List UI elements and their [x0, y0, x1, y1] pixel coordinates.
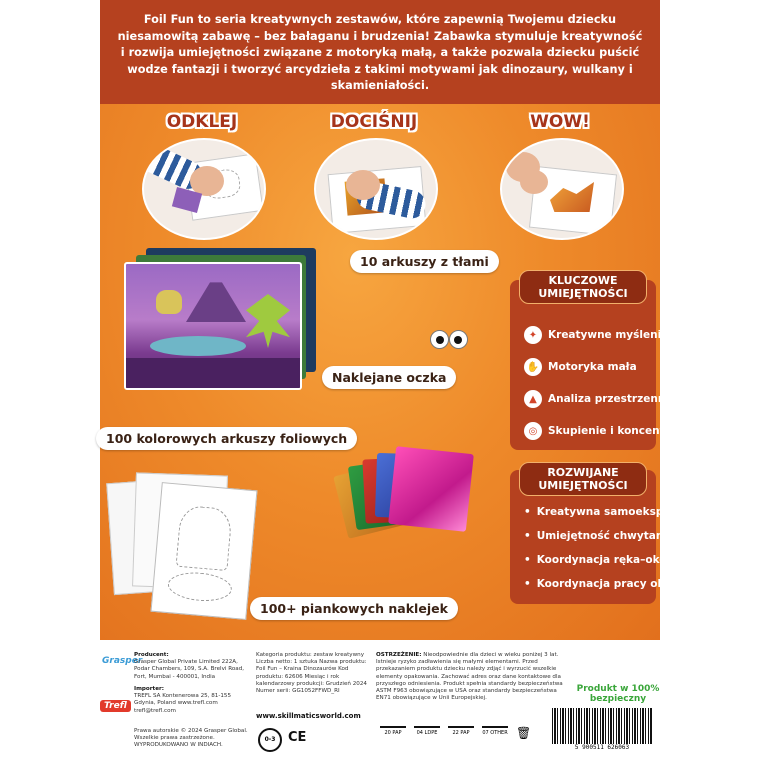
step-title-wow: WOW! [530, 112, 590, 132]
key-skill-item [524, 390, 672, 408]
developed-skill-item: • Kreatywna samoekspresja [524, 506, 693, 518]
step-title-peel: ODKLEJ [166, 112, 238, 132]
key-skill-item [524, 422, 694, 440]
developed-skill-item: • Koordynacja pracy obu rąk [524, 578, 695, 590]
key-skill-label: Kreatywne myślenie [548, 329, 669, 341]
triangle-icon: ▲ [524, 390, 542, 408]
key-skill-item [524, 326, 668, 344]
step-photo-press [314, 138, 438, 240]
packaging-footer [100, 640, 660, 760]
product-board [100, 0, 696, 640]
foil-sheets-fan [330, 448, 470, 548]
key-skill-item [524, 358, 637, 376]
recycle-icon: 22 PAP [448, 726, 474, 740]
key-skills-title: KLUCZOWE UMIEJĘTNOŚCI [519, 270, 647, 304]
ce-mark: CE [288, 730, 307, 745]
recycle-symbols [380, 726, 550, 740]
rights-text: Prawa autorskie © 2024 Grasper Global. Wszelkie prawa zastrzeżone. WYPRODUKOWANO W INDIACH. [134, 728, 248, 749]
target-icon: ◎ [524, 422, 542, 440]
callout-googly-eyes: Naklejane oczka [322, 366, 456, 389]
producer-block: Producent: Grasper Global Private Limited 222A, Podar Chambers, 109, S.A. Brelvi Road, Fort, Mumbai - 400001, India [134, 652, 245, 680]
trefl-logo: Trefl [100, 700, 131, 712]
safe-badge: Produkt w 100% bezpieczny [576, 684, 660, 704]
developed-skills-panel [510, 466, 696, 604]
barcode-number: 5 900511 626063 [574, 744, 630, 751]
step-photo-peel [142, 138, 266, 240]
background-sheets-stack [124, 248, 314, 388]
step-title-press: DOCIŚNIJ [330, 112, 418, 132]
recycle-icon: 20 PAP [380, 726, 406, 740]
key-skill-label: Skupienie i koncentracja [548, 425, 694, 437]
intro-header [100, 0, 660, 104]
callout-foil-sheets: 100 kolorowych arkuszy foliowych [96, 427, 357, 450]
key-skill-label: Analiza przestrzenna [548, 393, 673, 405]
developed-skills-title: ROZWIJANE UMIEJĘTNOŚCI [519, 462, 647, 496]
age-warning-icon: 0-3 [258, 728, 282, 752]
key-skills-panel [510, 274, 694, 450]
googly-eyes [430, 330, 470, 348]
callout-foam-stickers: 100+ piankowych naklejek [250, 597, 458, 620]
barcode [552, 708, 652, 754]
website-text: www.skillmaticsworld.com [256, 712, 361, 720]
developed-skill-item: • Umiejętność chwytania [524, 530, 674, 542]
trash-bin-icon: 🗑 [516, 726, 532, 740]
hand-icon: ✋ [524, 358, 542, 376]
product-info: Kategoria produktu: zestaw kreatywny Liczba netto: 1 sztuka Nazwa produktu: Foil Fun – Kraina Dinozaurów Kod produktu: 62606 Miesiąc i rok kalendarzowy produkcji: Grudzień 2024 Numer serii: GG1052FFWD_RI [256, 652, 367, 695]
key-skill-label: Motoryka mała [548, 361, 637, 373]
warning-block: OSTRZEŻENIE: Nieodpowiednie dla dzieci w wieku poniżej 3 lat. Istnieje ryzyko zadławienia się małymi elementami. Przed przekazaniem produktu dziecku należy zdjąć i wyrzucić wszelkie elementy opakowania. Zachować adres oraz dane kontaktowe dla przyszłego odniesienia. Produkt spełnia standardy bezpieczeństwa ASTM F963 obowiązujące w USA oraz standardy bezpieczeństwa EN71 obowiązujące w Unii Europejskiej. [376, 652, 563, 702]
intro-text: Foil Fun to seria kreatywnych zestawów, które zapewnią Twojemu dziecku niesamowitą zabawę – bez bałaganu i brudzenia! Zabawka stymuluje kreatywność i rozwija umiejętności związane z motoryką małą, a także pozwala dziecku puścić wodze fantazji i tworzyć arcydzieła z takimi motywami jak dinozaury, wulkany i skamieniałości. [117, 13, 643, 92]
importer-block: Importer: TREFL SA Kontenerowa 25, 81-155 Gdynia, Poland www.trefl.com trefl@trefl.com [134, 686, 232, 714]
lightbulb-icon: ✦ [524, 326, 542, 344]
developed-skill-item: • Koordynacja ręka–oko [524, 554, 667, 566]
recycle-icon: 07 OTHER [482, 726, 508, 740]
recycle-icon: 04 LDPE [414, 726, 440, 740]
callout-background-sheets: 10 arkuszy z tłami [350, 250, 499, 273]
foam-sticker-sheets [110, 470, 250, 620]
step-photo-wow [500, 138, 624, 240]
grasper-logo: Grasper [102, 656, 143, 666]
